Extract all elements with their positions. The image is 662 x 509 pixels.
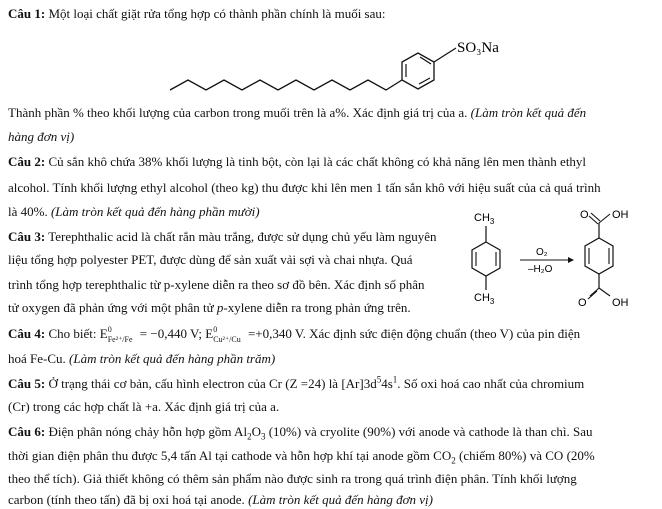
q6-line2: thời gian điện phân thu được 5,4 tấn Al tại cathode và hỗn hợp khí tại anode gồm $CO_2$ (chiếm 80%) và CO (20%	[8, 448, 595, 466]
so3na-label: SO₃Na	[457, 40, 499, 56]
carbonyl-o-top: O	[580, 209, 589, 221]
q3-label: Câu 3:	[8, 229, 46, 244]
q4-line1: Câu 4: Cho biết: E0Fe²⁺/Fe = −0,440 V; E0Cu²⁺/Cu =+0,340 V. Xác định sức điện động chuẩn (theo V) của pin điện	[8, 325, 581, 344]
q2-line3: là 40%. (Làm tròn kết quả đến hàng phần mười)	[8, 204, 260, 219]
q1-label: Câu 1:	[8, 6, 46, 21]
oh-bottom: OH	[612, 297, 629, 309]
xylene-oxidation-scheme	[470, 200, 660, 312]
q5-label: Câu 5:	[8, 376, 46, 391]
e-standard-cu: E0Cu²⁺/Cu	[205, 325, 241, 344]
q4-label: Câu 4:	[8, 326, 46, 341]
q5-line1: Câu 5: Ở trạng thái cơ bản, cấu hình electron của Cr (Z =24) là $[Ar]3d^54s^1$. Số oxi hoá cao nhất của chromium	[8, 374, 585, 391]
terephthalic-ring	[585, 238, 613, 274]
q3-line3: trình tổng hợp terephthalic từ p-xylene diễn ra theo sơ đồ bên. Xác định số phân	[8, 277, 425, 292]
p-xylene-ring	[472, 242, 500, 276]
q6-line4: carbon (tính theo tấn) đã bị oxi hoá tại anode. (Làm tròn kết quả đến hàng đơn vị)	[8, 492, 434, 507]
benzene-ring	[402, 53, 434, 89]
q3-line1: Câu 3: Terephthalic acid là chất rắn màu trắng, được sử dụng chủ yếu làm nguyên	[8, 229, 437, 244]
ch3-bottom-label: $CH_3$	[474, 292, 495, 306]
q1-line3: hàng đơn vị)	[8, 129, 75, 144]
q2-label: Câu 2:	[8, 154, 46, 169]
o2-reagent: O₂	[536, 247, 548, 258]
minus-h2o: –H₂O	[528, 264, 553, 275]
q6-line3: theo thể tích). Giả thiết không có thêm sản phẩm nào được sinh ra trong quá trình điện phân. Tính khối lượng	[8, 471, 577, 486]
q3-line4: tử oxygen đã phản ứng với một phân tử p-xylene diễn ra trong phản ứng trên.	[8, 300, 411, 315]
q4-line2: hoá Fe-Cu. (Làm tròn kết quả đến hàng phần trăm)	[8, 351, 276, 366]
q6-label: Câu 6:	[8, 424, 46, 439]
q2-line2: alcohol. Tính khối lượng ethyl alcohol (theo kg) thu được khi lên men 1 tấn sắn khô với hiệu suất của cả quá trình	[8, 180, 601, 195]
sodium-alkylbenzenesulfonate-structure	[150, 22, 550, 102]
oh-top: OH	[612, 209, 629, 221]
ch3-top-label: $CH_3$	[474, 212, 495, 226]
q1-text: Một loại chất giặt rửa tổng hợp có thành phần chính là muối sau:	[48, 6, 386, 21]
carbonyl-o-bottom: O	[578, 297, 587, 309]
q1-line1	[8, 6, 386, 22]
q5-line2: (Cr) trong các hợp chất là +a. Xác định giá trị của a.	[8, 399, 280, 414]
q3-line2: liệu tổng hợp polyester PET, được dùng để sản xuất vải sợi và chai nhựa. Quá	[8, 252, 413, 267]
q1-line2: Thành phần % theo khối lượng của carbon trong muối trên là a%. Xác định giá trị của a. (Làm tròn kết quả đến	[8, 105, 587, 120]
q6-line1: Câu 6: Điện phân nóng chảy hỗn hợp gồm $Al_2O_3$ (10%) và cryolite (90%) với anode và cathode là than chì. Sau	[8, 424, 593, 442]
alkyl-chain	[170, 80, 402, 90]
q2-line1: Câu 2: Củ sắn khô chứa 38% khối lượng là tinh bột, còn lại là các chất không có khả năng lên men thành ethyl	[8, 154, 587, 169]
e-standard-fe: E0Fe²⁺/Fe	[99, 325, 133, 344]
